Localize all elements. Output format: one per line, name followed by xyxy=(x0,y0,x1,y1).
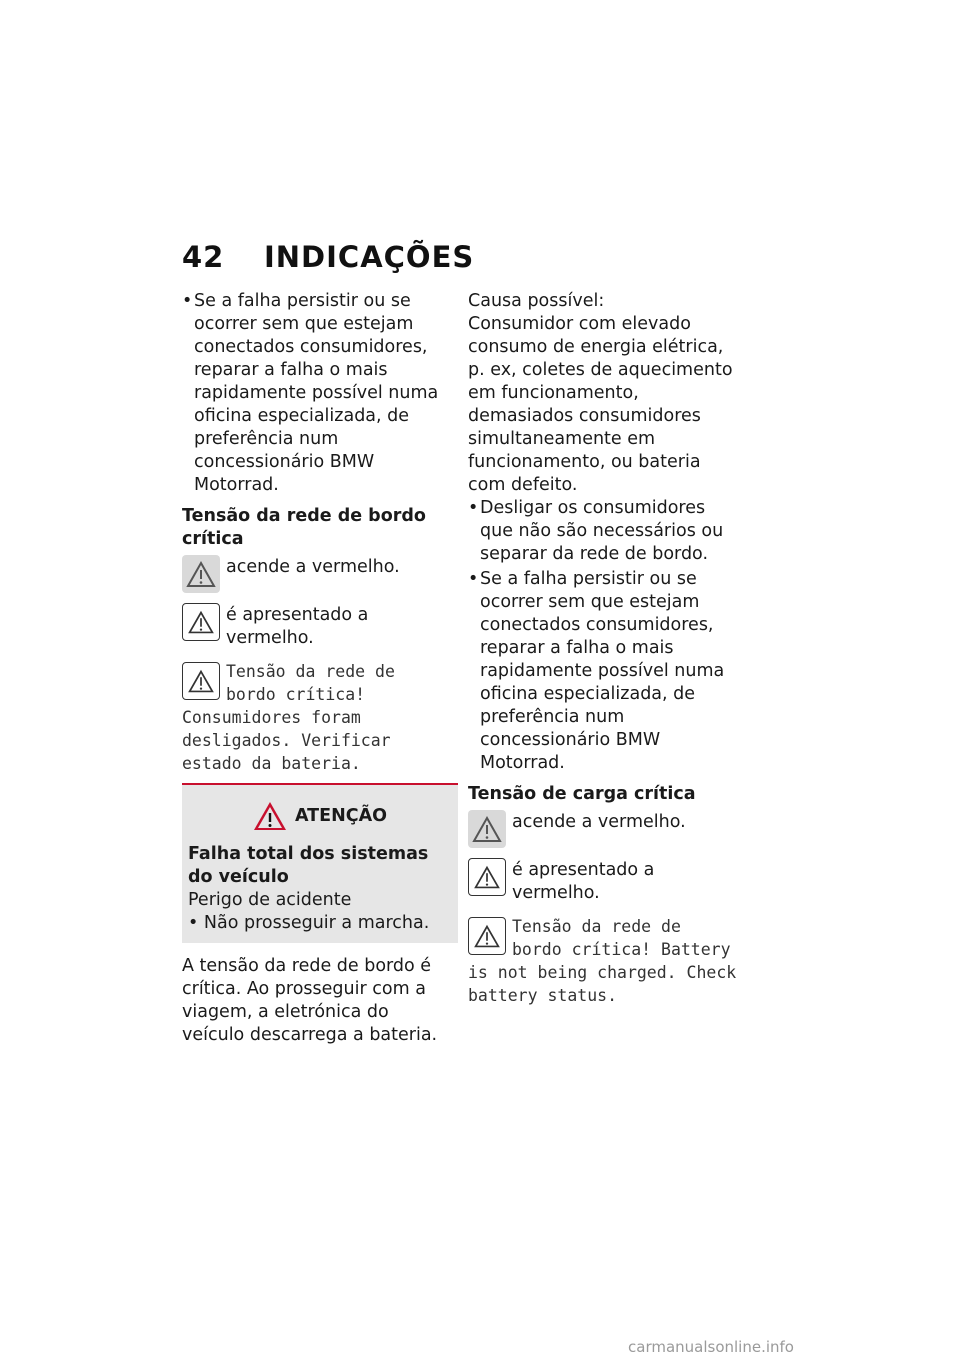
right-icon-row-2 xyxy=(468,858,738,905)
warning-sign-icon xyxy=(251,799,289,833)
right-icon-row-1 xyxy=(468,810,738,848)
warning-bold-text: Falha total dos sistemas do veículo xyxy=(188,844,429,887)
right-icon-1-text: acende a vermelho. xyxy=(512,812,686,832)
right-bullet-1: • Desligar os consumidores que não são necessários ou separar da rede de bordo. xyxy=(468,497,738,566)
left-bullet-1: • Se a falha persistir ou se ocorrer sem que estejam conectados consumidores, reparar a falha o mais rapidamente possível numa oficina especializada, de preferência num concessionário BMW Motorrad. xyxy=(182,290,452,497)
right-icon-2-text: é apresentado a vermelho. xyxy=(512,860,655,903)
page-title: INDICAÇÕES xyxy=(264,240,475,274)
watermark: carmanualsonline.info xyxy=(628,1338,794,1356)
page-header xyxy=(182,240,474,274)
left-icon-1-text: acende a vermelho. xyxy=(226,557,400,577)
warning-triangle-filled-icon xyxy=(182,555,220,593)
right-bullet-2: • Se a falha persistir ou se ocorrer sem que estejam conectados consumidores, reparar a falha o mais rapidamente possível numa oficina especializada, de preferência num concessionário BMW Motorrad. xyxy=(468,568,738,775)
warning-title xyxy=(188,799,450,833)
warning-triangle-outline-icon xyxy=(182,662,220,700)
warning-box xyxy=(182,783,458,943)
warning-triangle-outline-icon xyxy=(468,858,506,896)
left-paragraph: A tensão da rede de bordo é crítica. Ao prosseguir com a viagem, a eletrónica do veículo descarrega a bateria. xyxy=(182,956,438,1045)
right-display-message-text: Tensão da rede de bordo crítica! Battery is not being charged. Check battery status. xyxy=(468,917,737,1005)
warning-triangle-outline-icon xyxy=(468,917,506,955)
right-heading: Tensão de carga crítica xyxy=(468,784,696,804)
cause-label: Causa possível: xyxy=(468,291,605,311)
left-heading: Tensão da rede de bordo crítica xyxy=(182,506,426,549)
cause-text: Consumidor com elevado consumo de energia elétrica, p. ex, coletes de aquecimento em funcionamento, demasiados consumidores simultaneamente em funcionamento, ou bateria com defeito. xyxy=(468,314,733,495)
warning-triangle-outline-icon xyxy=(182,603,220,641)
left-icon-2-text: é apresentado a vermelho. xyxy=(226,605,369,648)
left-display-message xyxy=(182,660,452,775)
right-display-message xyxy=(468,915,738,1007)
warning-title-text: ATENÇÃO xyxy=(295,805,387,826)
warning-line-2: • Não prosseguir a marcha. xyxy=(188,913,430,933)
left-icon-row-2 xyxy=(182,603,452,650)
warning-line-1: Perigo de acidente xyxy=(188,890,352,910)
page-number: 42 xyxy=(182,240,225,274)
warning-triangle-filled-icon xyxy=(468,810,506,848)
left-icon-row-1 xyxy=(182,555,452,593)
right-column xyxy=(468,290,738,1015)
left-display-message-text: Tensão da rede de bordo crítica! Consumidores foram desligados. Verificar estado da bateria. xyxy=(182,662,395,773)
left-column xyxy=(182,290,452,1047)
